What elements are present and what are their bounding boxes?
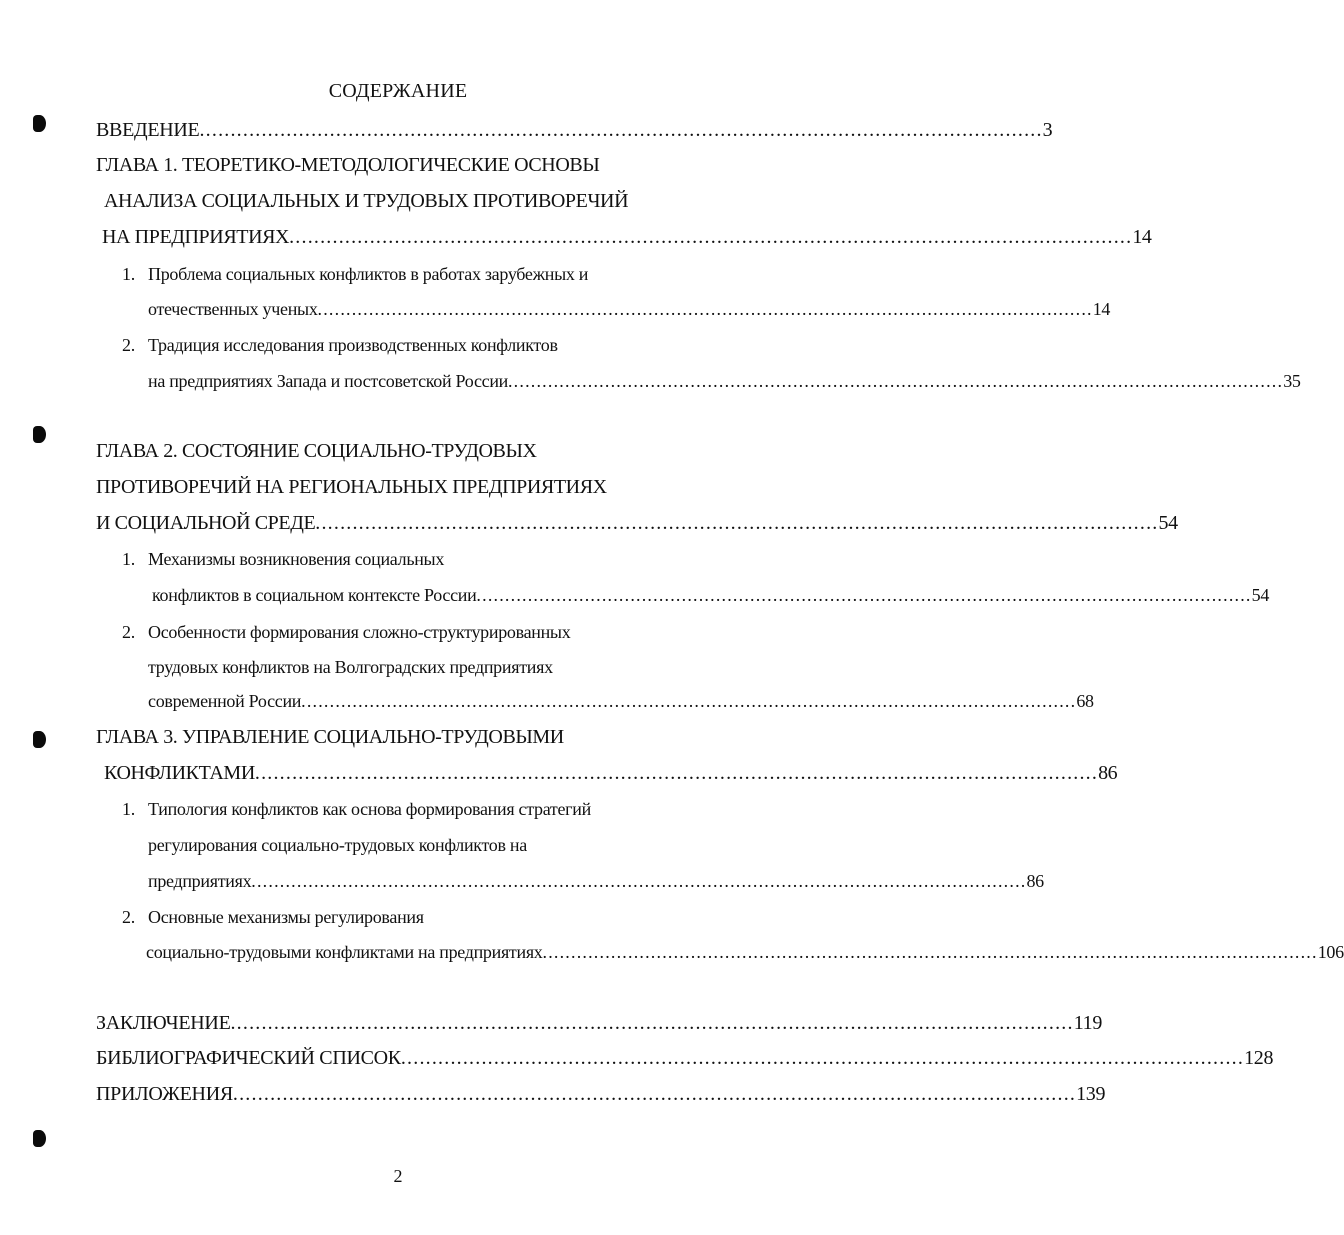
toc-entry-introduction[interactable] (96, 117, 1053, 143)
section-3-1-line: регулирования социально-трудовых конфликтов на (148, 835, 527, 855)
toc-entry-section-3-2[interactable] (146, 939, 1344, 965)
page-number: 2 (393, 1166, 403, 1186)
section-1-1-line (122, 261, 588, 287)
toc-page: 86 (1098, 762, 1118, 784)
toc-entry-section-1-2[interactable] (148, 368, 1301, 394)
toc-page: 54 (1251, 585, 1270, 605)
section-number: 1. (122, 264, 135, 284)
section-title: Механизмы возникновения социальных (148, 549, 445, 569)
section-number: 1. (122, 799, 135, 819)
leader-dots: ........................................................................................................................................ (251, 871, 1027, 891)
leader-dots: ........................................................................................................................................ (315, 512, 1159, 534)
toc-label: ВВЕДЕНИЕ (96, 119, 200, 141)
toc-page: 106 (1317, 942, 1344, 962)
toc-entry-conclusion[interactable] (96, 1010, 1103, 1036)
toc-entry-section-2-1[interactable] (152, 582, 1270, 608)
leader-dots: ........................................................................................................................................ (199, 119, 1043, 141)
toc-label: ПРИЛОЖЕНИЯ (96, 1083, 233, 1105)
leader-dots: ........................................................................................................................................ (301, 691, 1077, 711)
toc-entry-chapter-2[interactable] (96, 510, 1178, 536)
toc-entry-appendices[interactable] (96, 1081, 1106, 1107)
section-title: Особенности формирования сложно-структурированных (148, 622, 571, 642)
toc-page: 119 (1073, 1012, 1103, 1034)
section-number: 2. (122, 907, 135, 927)
toc-entry-chapter-3[interactable] (104, 760, 1118, 786)
section-3-2-line (122, 904, 424, 930)
toc-label: НА ПРЕДПРИЯТИЯХ (102, 226, 290, 248)
toc-label: И СОЦИАЛЬНОЙ СРЕДЕ (96, 512, 316, 534)
toc-label: современной России (148, 691, 302, 711)
leader-dots: ........................................................................................................................................ (476, 585, 1252, 605)
chapter-2-heading-line: ГЛАВА 2. СОСТОЯНИЕ СОЦИАЛЬНО-ТРУДОВЫХ (96, 440, 537, 462)
toc-entry-section-1-1[interactable] (148, 296, 1111, 322)
binder-hole-mark (33, 731, 46, 748)
toc-label: социально-трудовыми конфликтами на предприятиях (146, 942, 543, 962)
leader-dots: ........................................................................................................................................ (232, 1083, 1077, 1105)
toc-label: предприятиях (148, 871, 252, 891)
leader-dots: ........................................................................................................................................ (507, 371, 1284, 391)
toc-page: 139 (1076, 1083, 1106, 1105)
leader-dots: ........................................................................................................................................ (230, 1012, 1074, 1034)
chapter-2-heading-line: ПРОТИВОРЕЧИЙ НА РЕГИОНАЛЬНЫХ ПРЕДПРИЯТИЯХ (96, 476, 607, 498)
toc-page: 68 (1076, 691, 1094, 711)
section-title: Традиция исследования производственных конфликтов (148, 335, 558, 355)
section-2-1-line (122, 546, 444, 572)
toc-entry-section-3-1[interactable] (148, 868, 1044, 894)
leader-dots: ........................................................................................................................................ (400, 1047, 1245, 1069)
chapter-3-heading-line: ГЛАВА 3. УПРАВЛЕНИЕ СОЦИАЛЬНО-ТРУДОВЫМИ (96, 726, 564, 748)
toc-page: 35 (1283, 371, 1301, 391)
binder-hole-mark (33, 115, 46, 132)
binder-hole-mark (33, 426, 46, 443)
toc-label: ЗАКЛЮЧЕНИЕ (96, 1012, 231, 1034)
toc-label: отечественных ученых (148, 299, 318, 319)
toc-page: 86 (1026, 871, 1044, 891)
toc-page: 14 (1092, 299, 1111, 319)
leader-dots: ........................................................................................................................................ (289, 226, 1133, 248)
chapter-1-heading-line: АНАЛИЗА СОЦИАЛЬНЫХ И ТРУДОВЫХ ПРОТИВОРЕЧИЙ (104, 190, 629, 212)
chapter-1-heading-line: ГЛАВА 1. ТЕОРЕТИКО-МЕТОДОЛОГИЧЕСКИЕ ОСНОВЫ (96, 154, 600, 176)
toc-entry-chapter-1[interactable] (102, 224, 1152, 250)
toc-entry-bibliography[interactable] (96, 1045, 1274, 1071)
toc-label: КОНФЛИКТАМИ (104, 762, 255, 784)
section-title: Типология конфликтов как основа формирования стратегий (148, 799, 591, 819)
section-number: 1. (122, 549, 135, 569)
section-number: 2. (122, 335, 135, 355)
binder-hole-mark (33, 1130, 46, 1147)
section-2-2-line: трудовых конфликтов на Волгоградских предприятиях (148, 657, 553, 677)
toc-page: 14 (1132, 226, 1152, 248)
toc-label: БИБЛИОГРАФИЧЕСКИЙ СПИСОК (96, 1047, 401, 1069)
section-2-2-line (122, 619, 570, 645)
page-title: СОДЕРЖАНИЕ (328, 80, 468, 102)
leader-dots: ........................................................................................................................................ (254, 762, 1099, 784)
toc-page: 3 (1042, 119, 1053, 141)
leader-dots: ........................................................................................................................................ (542, 942, 1318, 962)
section-title: Основные механизмы регулирования (148, 907, 424, 927)
toc-page: 54 (1158, 512, 1178, 534)
leader-dots: ........................................................................................................................................ (317, 299, 1093, 319)
section-3-1-line (122, 796, 591, 822)
toc-label: на предприятиях Запада и постсоветской России (148, 371, 508, 391)
section-title: Проблема социальных конфликтов в работах зарубежных и (148, 264, 589, 284)
toc-page: 128 (1244, 1047, 1274, 1069)
section-number: 2. (122, 622, 135, 642)
toc-entry-section-2-2[interactable] (148, 688, 1094, 714)
section-1-2-line (122, 332, 558, 358)
toc-label: конфликтов в социальном контексте России (152, 585, 477, 605)
